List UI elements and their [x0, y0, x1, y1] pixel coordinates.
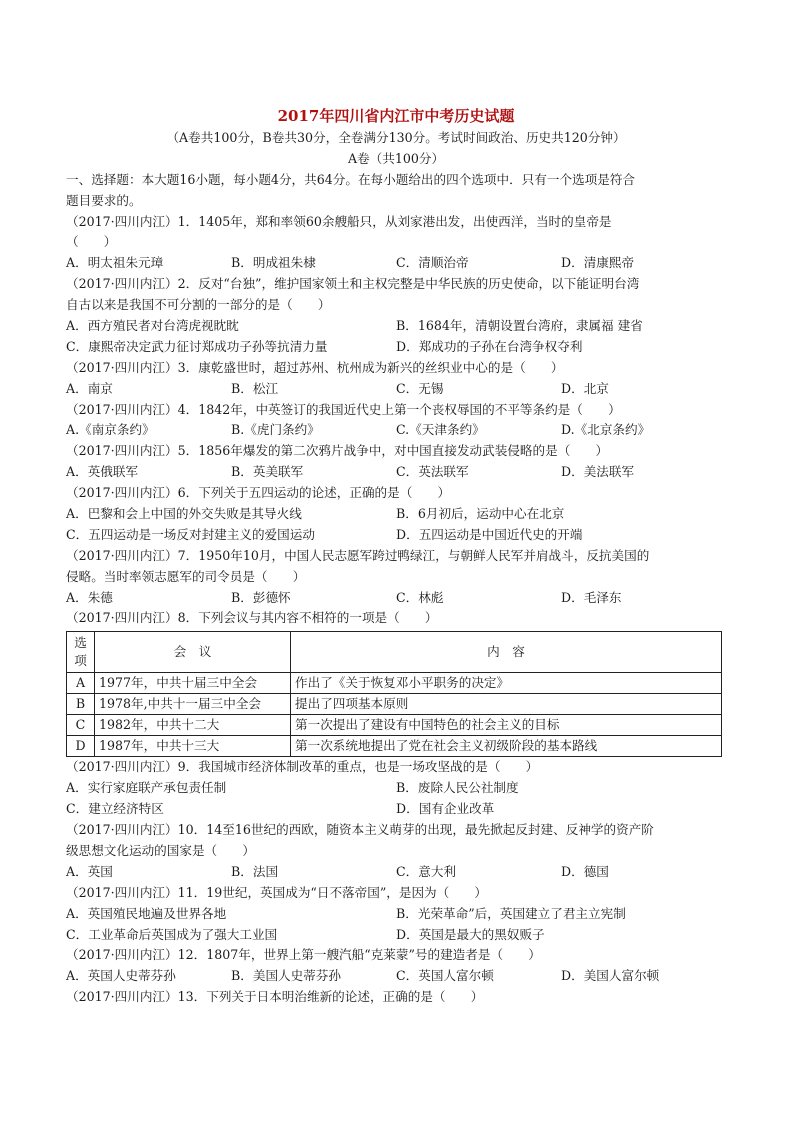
answer-option: A．巴黎和会上中国的外交失败是其导火线	[66, 506, 302, 522]
options-row	[66, 904, 726, 925]
answer-option: D．北京	[561, 380, 609, 396]
answer-option: B．美国人史蒂芬孙	[231, 968, 342, 984]
answer-option: B．明成祖朱棣	[231, 255, 316, 271]
table-cell: A	[67, 673, 95, 694]
answer-option: A.《南京条约》	[66, 422, 155, 438]
question-8-stem: （2017·四川内江）8．下列会议与其内容不相符的一项是（ ）	[66, 610, 438, 626]
options-row	[66, 462, 726, 483]
table-header-cell: 会 议	[95, 632, 291, 673]
table-cell: 1982年，中共十二大	[95, 715, 291, 736]
table-cell: B	[67, 694, 95, 715]
table-cell: D	[67, 736, 95, 757]
answer-option: B.《虎门条约》	[231, 422, 320, 438]
table-row	[67, 694, 722, 715]
page-title: 2017年四川省内江市中考历史试题	[277, 107, 515, 125]
answer-option: B．松江	[231, 380, 279, 396]
answer-option: D．五四运动是中国近代史的开端	[396, 526, 583, 542]
question-stem-line: （2017·四川内江）4．1842年，中英签订的我国近代史上第一个丧权辱国的不平等条约是（ ）	[66, 401, 621, 417]
answer-option: B．废除人民公社制度	[396, 780, 519, 796]
options-row	[66, 316, 726, 337]
options-row	[66, 778, 726, 799]
answer-option: C．建立经济特区	[66, 801, 164, 817]
question-stem-line: （2017·四川内江）3．康乾盛世时，超过苏州、杭州成为新兴的丝织业中心的是（ ）	[66, 359, 564, 375]
question-stem-line: 侵略。当时率领志愿军的司令员是（ ）	[66, 568, 306, 584]
answer-option: B．6月初后，运动中心在北京	[396, 506, 565, 522]
question-stem-line: 级思想文化运动的国家是（ ）	[66, 842, 255, 858]
options-row	[66, 525, 726, 546]
section-a-heading: A卷（共100分）	[347, 150, 445, 166]
answer-option: C．清顺治帝	[396, 255, 469, 271]
options-row	[66, 379, 726, 400]
answer-option: C．英国人富尔顿	[396, 968, 494, 984]
question-stem-line: （2017·四川内江）10．14至16世纪的西欧，随资本主义萌芽的出现，最先掀起反封建、反神学的资产阶	[66, 822, 654, 838]
question-stem-line: （2017·四川内江）6．下列关于五四运动的论述，正确的是（ ）	[66, 485, 451, 501]
options-row	[66, 420, 726, 441]
answer-option: B．法国	[231, 863, 279, 879]
answer-option: C．英法联军	[396, 464, 469, 480]
answer-option: B．彭德怀	[231, 589, 291, 605]
answer-option: A．英国殖民地遍及世界各地	[66, 905, 227, 921]
answer-option: D．清康熙帝	[561, 255, 635, 271]
options-row	[66, 337, 726, 358]
instructions-line-2: 题目要求的。	[66, 192, 142, 208]
question-stem-line: 自古以来是我国不可分割的一部分的是（ ）	[66, 297, 331, 313]
options-row	[66, 925, 726, 946]
table-header-cell: 选项	[67, 632, 95, 673]
options-row	[66, 966, 726, 987]
answer-option: C.《天津条约》	[396, 422, 485, 438]
options-row	[66, 588, 726, 609]
answer-option: A．朱德	[66, 589, 113, 605]
answer-option: C．无锡	[396, 380, 444, 396]
answer-option: B．光荣革命”后，英国建立了君主立宪制	[396, 905, 626, 921]
answer-option: B．英美联军	[231, 464, 304, 480]
answer-option: C．五四运动是一场反对封建主义的爱国运动	[66, 526, 315, 542]
answer-option: D．美国人富尔顿	[561, 968, 660, 984]
options-row	[66, 862, 726, 883]
exam-page	[66, 104, 726, 1008]
question-stem-line: （2017·四川内江）1．1405年，郑和率领60余艘船只，从刘家港出发，出使西洋，当时的皇帝是	[66, 213, 612, 229]
question-stem-line: （ ）	[66, 234, 117, 250]
question-stem-line: （2017·四川内江）2．反对“台独”，维护国家领土和主权完整是中华民族的历史使命，以下能证明台湾	[66, 276, 640, 292]
answer-option: A．英国人史蒂芬孙	[66, 968, 176, 984]
answer-option: B．1684年，清朝设置台湾府，隶属福 建省	[396, 318, 643, 334]
table-header-row	[67, 632, 722, 673]
question-stem-line: （2017·四川内江）5．1856年爆发的第二次鸦片战争中，对中国直接发动武装侵略的是（ ）	[66, 443, 609, 459]
answer-option: A．英俄联军	[66, 464, 139, 480]
table-cell: 作出了《关于恢复邓小平职务的决定》	[291, 673, 722, 694]
table-row	[67, 736, 722, 757]
question-stem-line: （2017·四川内江）13．下列关于日本明治维新的论述，正确的是（ ）	[66, 989, 484, 1005]
table-cell: 第一次系统地提出了党在社会主义初级阶段的基本路线	[291, 736, 722, 757]
answer-option: A．明太祖朱元璋	[66, 255, 164, 271]
answer-option: C．林彪	[396, 589, 444, 605]
table-cell: 第一次提出了建设有中国特色的社会主义的目标	[291, 715, 722, 736]
question-list-continued	[66, 757, 726, 1008]
answer-option: C．工业革命后英国成为了强大工业国	[66, 926, 278, 942]
instructions-line-1: 一、选择题：本大题16小题，每小题4分，共64分。在每小题给出的四个选项中．只有一个选项是符合	[66, 171, 636, 187]
options-row	[66, 799, 726, 820]
answer-option: A．实行家庭联产承包责任制	[66, 780, 227, 796]
table-cell: 1977年，中共十届三中全会	[95, 673, 291, 694]
question-stem-line: （2017·四川内江）9．我国城市经济体制改革的重点，也是一场攻坚战的是（ ）	[66, 759, 539, 775]
answer-option: D．英国是最大的黑奴贩子	[396, 926, 545, 942]
exam-subtitle: （A卷共100分，B卷共30分，全卷满分130分。考试时间政治、历史共120分钟）	[166, 130, 626, 145]
table-cell: 提出了四项基本原则	[291, 694, 722, 715]
options-row	[66, 253, 726, 274]
answer-option: D．德国	[561, 863, 609, 879]
table-cell: C	[67, 715, 95, 736]
answer-option: D．国有企业改革	[396, 801, 495, 817]
question-stem-line: （2017·四川内江）11．19世纪，英国成为“日不落帝国”，是因为（ ）	[66, 884, 488, 900]
question-stem-line: （2017·四川内江）12．1807年，世界上第一艘汽船“克莱蒙”号的建造者是（ ）	[66, 947, 541, 963]
options-row	[66, 504, 726, 525]
answer-option: D.《北京条约》	[561, 422, 651, 438]
answer-option: D．毛泽东	[561, 589, 622, 605]
table-header-cell: 内 容	[291, 632, 722, 673]
answer-option: D．郑成功的子孙在台湾争权夺利	[396, 338, 583, 354]
answer-option: C．意大利	[396, 863, 457, 879]
table-row	[67, 715, 722, 736]
answer-option: A．西方殖民者对台湾虎视眈眈	[66, 318, 239, 334]
question-stem-line: （2017·四川内江）7．1950年10月，中国人民志愿军跨过鸭绿江，与朝鲜人民军并肩战斗，反抗美国的	[66, 547, 650, 563]
question-list	[66, 212, 726, 609]
table-cell: 1978年,中共十一届三中全会	[95, 694, 291, 715]
table-row	[67, 673, 722, 694]
answer-option: D．美法联军	[561, 464, 635, 480]
answer-option: A．英国	[66, 863, 113, 879]
meeting-table	[66, 631, 722, 757]
table-cell: 1987年，中共十三大	[95, 736, 291, 757]
answer-option: A．南京	[66, 380, 113, 396]
answer-option: C．康熙帝决定武力征讨郑成功子孙等抗清力量	[66, 338, 328, 354]
